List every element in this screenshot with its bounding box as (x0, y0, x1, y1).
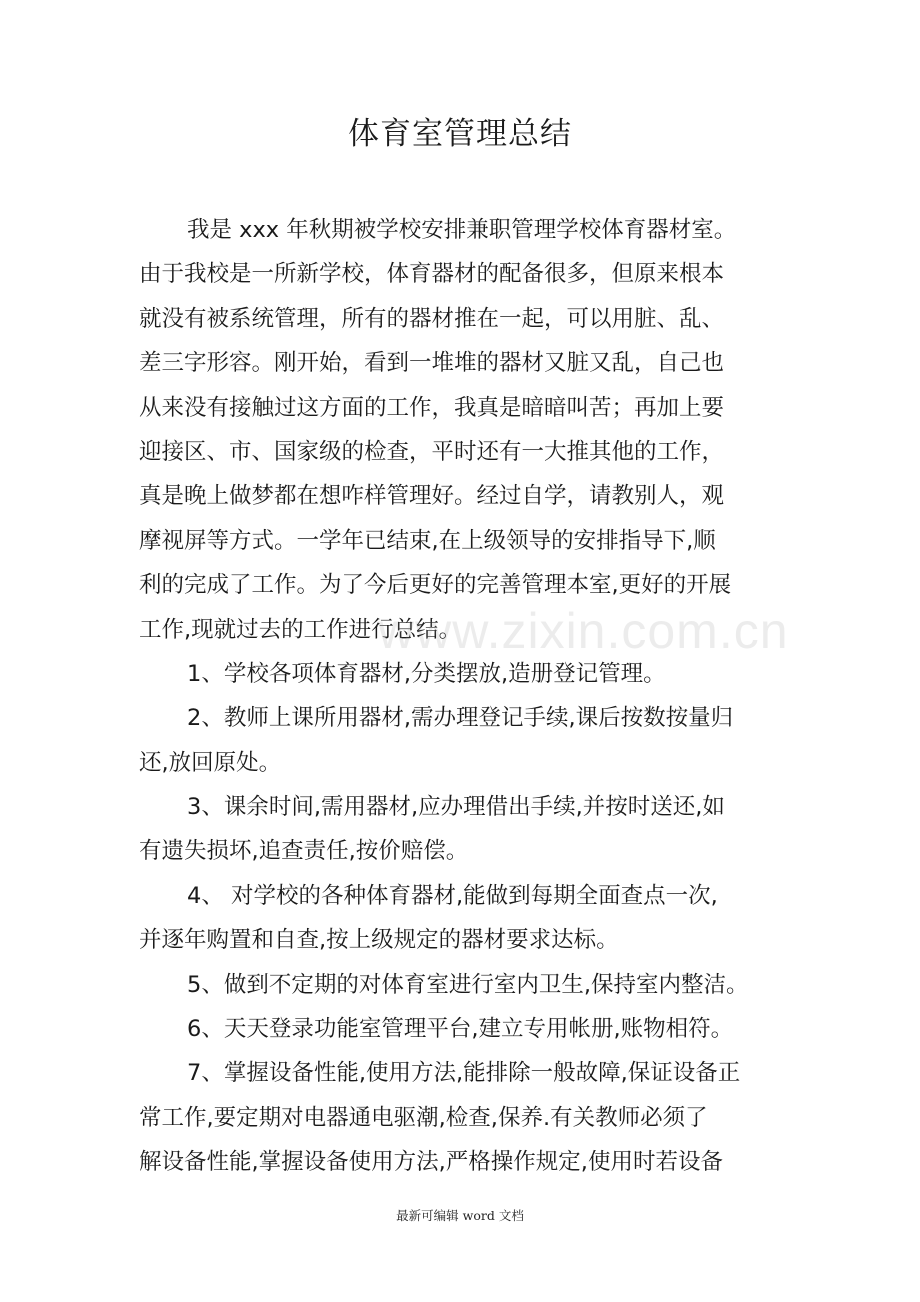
text-line: 有遗失损坏,追查责任,按价赔偿。 (139, 838, 469, 865)
text-line: 从来没有接触过这方面的工作，我真是暗暗叫苦；再加上要 (139, 394, 725, 421)
text-line: 由于我校是一所新学校，体育器材的配备很多，但原来根本 (139, 261, 725, 288)
text-line: 3、课余时间,需用器材,应办理借出手续,并按时送还,如 (187, 794, 725, 821)
text-line: 6、天天登录功能室管理平台,建立专用帐册,账物相符。 (187, 1016, 734, 1043)
text-line: 解设备性能,掌握设备使用方法,严格操作规定,使用时若设备 (139, 1149, 723, 1176)
text-line: 迎接区、市、国家级的检查，平时还有一大推其他的工作， (139, 438, 725, 465)
text-line: 差三字形容。刚开始，看到一堆堆的器材又脏又乱，自己也 (139, 350, 725, 377)
text-line: 常工作,要定期对电器通电驱潮,检查,保养.有关教师必须了 (139, 1104, 708, 1131)
page-title: 体育室管理总结 (348, 116, 572, 152)
text-line: 4、 对学校的各种体育器材,能做到每期全面查点一次, (187, 882, 718, 909)
text-line: 还,放回原处。 (139, 749, 282, 776)
text-line: 就没有被系统管理，所有的器材推在一起，可以用脏、乱、 (139, 305, 725, 332)
page-footer: 最新可编辑 word 文档 (396, 1208, 524, 1223)
text-line: 工作,现就过去的工作进行总结。 (139, 616, 462, 643)
text-line: 摩视屏等方式。一学年已结束,在上级领导的安排指导下,顺 (139, 527, 716, 554)
text-line: 7、掌握设备性能,使用方法,能排除一般故障,保证设备正 (187, 1060, 741, 1087)
document-body (139, 208, 791, 1185)
text-line: 真是晚上做梦都在想咋样管理好。经过自学，请教别人，观 (139, 483, 725, 510)
text-line: 我是 xxx 年秋期被学校安排兼职管理学校体育器材室。 (187, 217, 737, 243)
text-line: 2、教师上课所用器材,需办理登记手续,课后按数按量归 (187, 705, 734, 732)
text-line: 并逐年购置和自查,按上级规定的器材要求达标。 (139, 927, 619, 954)
text-line: 利的完成了工作。为了今后更好的完善管理本室,更好的开展 (139, 572, 732, 599)
text-line: 5、做到不定期的对体育室进行室内卫生,保持室内整洁。 (187, 971, 749, 998)
text-line: 1、学校各项体育器材,分类摆放,造册登记管理。 (187, 660, 666, 687)
watermark: www.zixin.com.cn (378, 603, 789, 659)
